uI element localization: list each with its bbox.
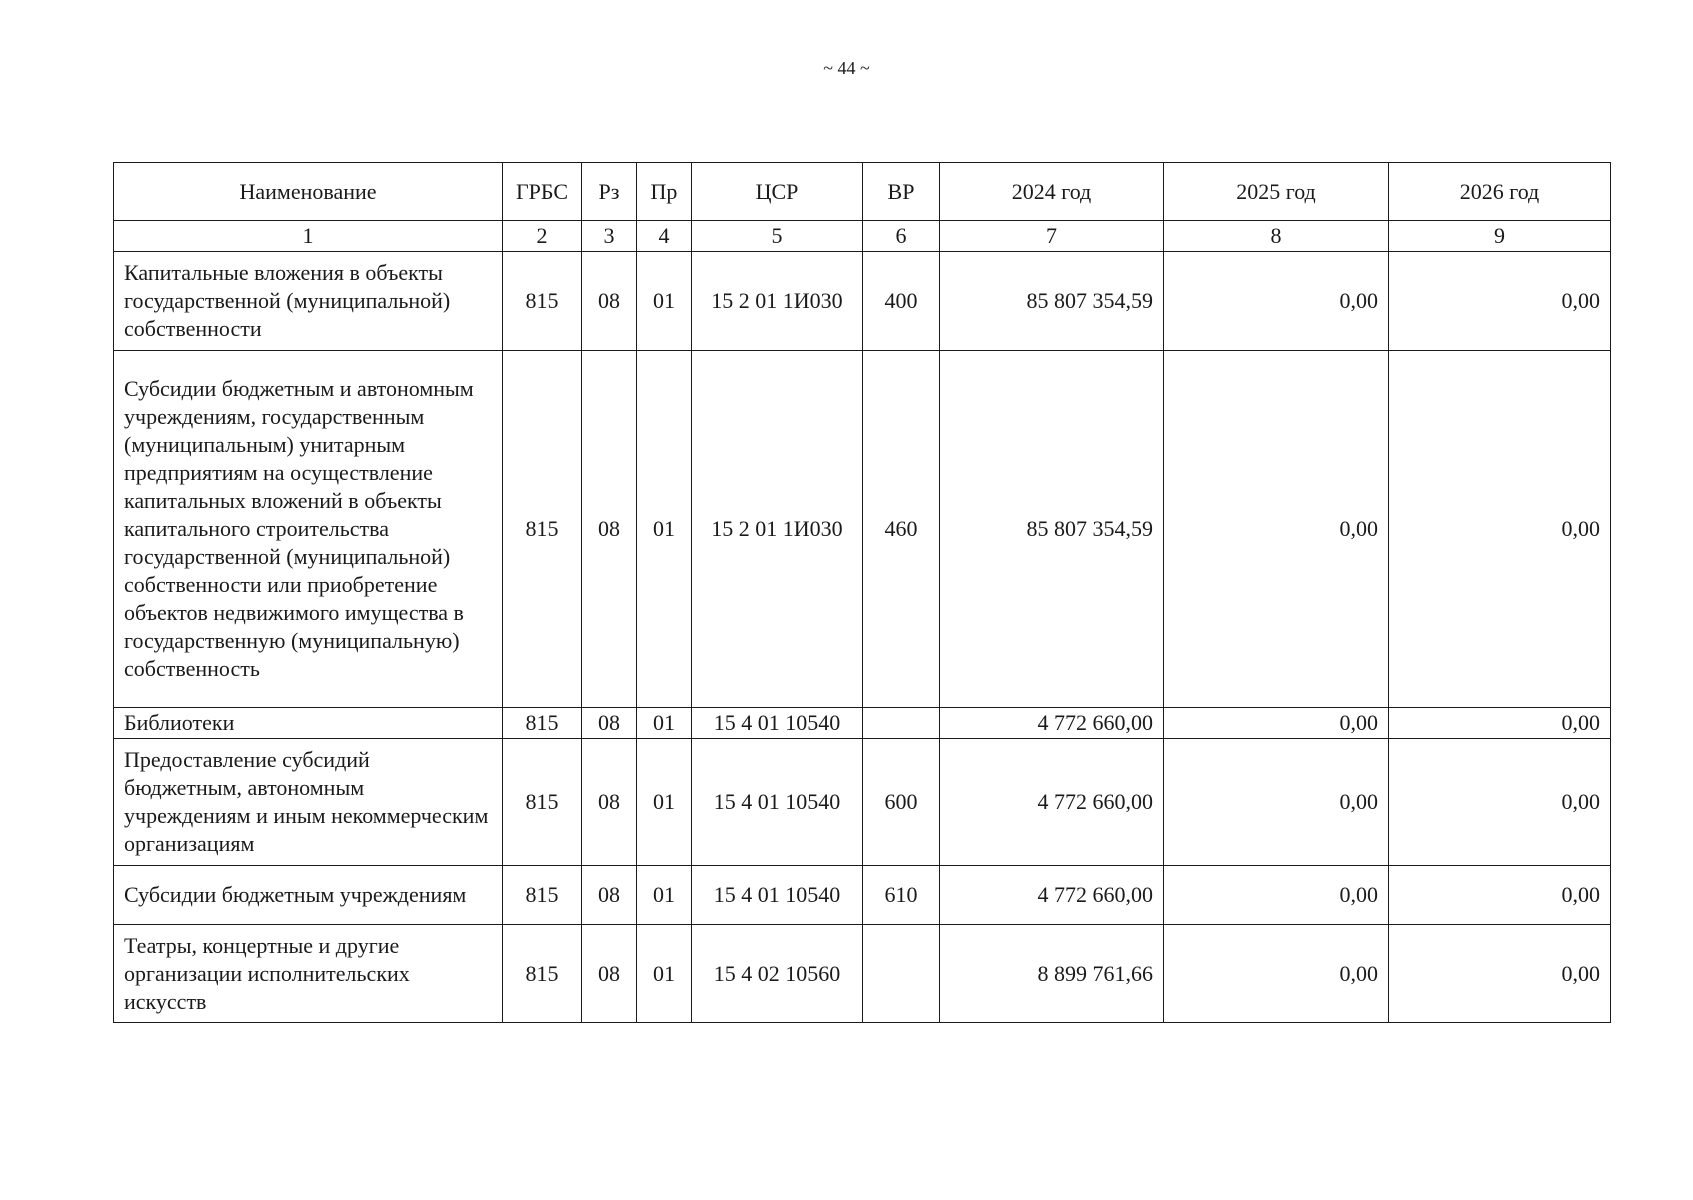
column-header-vr: ВР <box>863 163 940 221</box>
column-header-rz: Рз <box>582 163 637 221</box>
table-row <box>114 252 1611 351</box>
row-2024: 4 772 660,00 <box>940 866 1164 925</box>
column-header-2025: 2025 год <box>1164 163 1389 221</box>
row-2025: 0,00 <box>1164 252 1389 351</box>
row-pr: 01 <box>637 351 692 708</box>
row-name: Капитальные вложения в объекты государственной (муниципальной) собственности <box>114 252 503 351</box>
row-csr: 15 4 01 10540 <box>692 866 863 925</box>
column-number: 1 <box>114 221 503 252</box>
column-header-name: Наименование <box>114 163 503 221</box>
row-rz: 08 <box>582 866 637 925</box>
row-name: Предоставление субсидий бюджетным, автономным учреждениям и иным некоммерческим организациям <box>114 739 503 866</box>
row-rz: 08 <box>582 739 637 866</box>
row-rz: 08 <box>582 925 637 1023</box>
row-2025: 0,00 <box>1164 351 1389 708</box>
row-rz: 08 <box>582 708 637 739</box>
table-row <box>114 351 1611 708</box>
column-number: 8 <box>1164 221 1389 252</box>
header-row <box>114 163 1611 221</box>
row-2024: 85 807 354,59 <box>940 351 1164 708</box>
table-row <box>114 708 1611 739</box>
table-row <box>114 925 1611 1023</box>
row-csr: 15 2 01 1И030 <box>692 351 863 708</box>
column-header-grbs: ГРБС <box>503 163 582 221</box>
row-2026: 0,00 <box>1389 739 1611 866</box>
row-name: Субсидии бюджетным учреждениям <box>114 866 503 925</box>
table-row <box>114 739 1611 866</box>
table-row <box>114 866 1611 925</box>
row-grbs: 815 <box>503 925 582 1023</box>
row-2026: 0,00 <box>1389 351 1611 708</box>
column-number: 5 <box>692 221 863 252</box>
row-csr: 15 4 01 10540 <box>692 739 863 866</box>
row-rz: 08 <box>582 252 637 351</box>
row-2024: 85 807 354,59 <box>940 252 1164 351</box>
page-number: ~ 44 ~ <box>823 58 870 78</box>
row-grbs: 815 <box>503 708 582 739</box>
column-number-row <box>114 221 1611 252</box>
column-number: 4 <box>637 221 692 252</box>
row-vr <box>863 708 940 739</box>
row-2024: 4 772 660,00 <box>940 708 1164 739</box>
row-rz: 08 <box>582 351 637 708</box>
row-2025: 0,00 <box>1164 708 1389 739</box>
row-csr: 15 4 01 10540 <box>692 708 863 739</box>
row-2025: 0,00 <box>1164 866 1389 925</box>
row-2026: 0,00 <box>1389 866 1611 925</box>
row-vr: 600 <box>863 739 940 866</box>
column-header-pr: Пр <box>637 163 692 221</box>
row-grbs: 815 <box>503 351 582 708</box>
row-grbs: 815 <box>503 739 582 866</box>
row-pr: 01 <box>637 708 692 739</box>
budget-table <box>113 162 1611 1023</box>
row-pr: 01 <box>637 739 692 866</box>
column-number: 7 <box>940 221 1164 252</box>
column-header-2024: 2024 год <box>940 163 1164 221</box>
row-vr: 460 <box>863 351 940 708</box>
column-number: 2 <box>503 221 582 252</box>
row-vr: 400 <box>863 252 940 351</box>
row-2025: 0,00 <box>1164 925 1389 1023</box>
row-pr: 01 <box>637 925 692 1023</box>
row-2025: 0,00 <box>1164 739 1389 866</box>
row-name: Субсидии бюджетным и автономным учреждениям, государственным (муниципальным) унитарным предприятиям на осуществление капитальных вложений в объекты капитального строительства государственной (муниципальной) собственности или приобретение объектов недвижимого имущества в государственную (муниципальную) собственность <box>114 351 503 708</box>
row-vr: 610 <box>863 866 940 925</box>
column-header-2026: 2026 год <box>1389 163 1611 221</box>
row-name: Театры, концертные и другие организации исполнительских искусств <box>114 925 503 1023</box>
row-2026: 0,00 <box>1389 252 1611 351</box>
row-csr: 15 2 01 1И030 <box>692 252 863 351</box>
column-number: 3 <box>582 221 637 252</box>
row-grbs: 815 <box>503 866 582 925</box>
row-name: Библиотеки <box>114 708 503 739</box>
row-grbs: 815 <box>503 252 582 351</box>
column-number: 9 <box>1389 221 1611 252</box>
row-2026: 0,00 <box>1389 925 1611 1023</box>
row-pr: 01 <box>637 866 692 925</box>
row-2024: 4 772 660,00 <box>940 739 1164 866</box>
row-vr <box>863 925 940 1023</box>
column-number: 6 <box>863 221 940 252</box>
row-2026: 0,00 <box>1389 708 1611 739</box>
row-pr: 01 <box>637 252 692 351</box>
row-csr: 15 4 02 10560 <box>692 925 863 1023</box>
column-header-csr: ЦСР <box>692 163 863 221</box>
row-2024: 8 899 761,66 <box>940 925 1164 1023</box>
